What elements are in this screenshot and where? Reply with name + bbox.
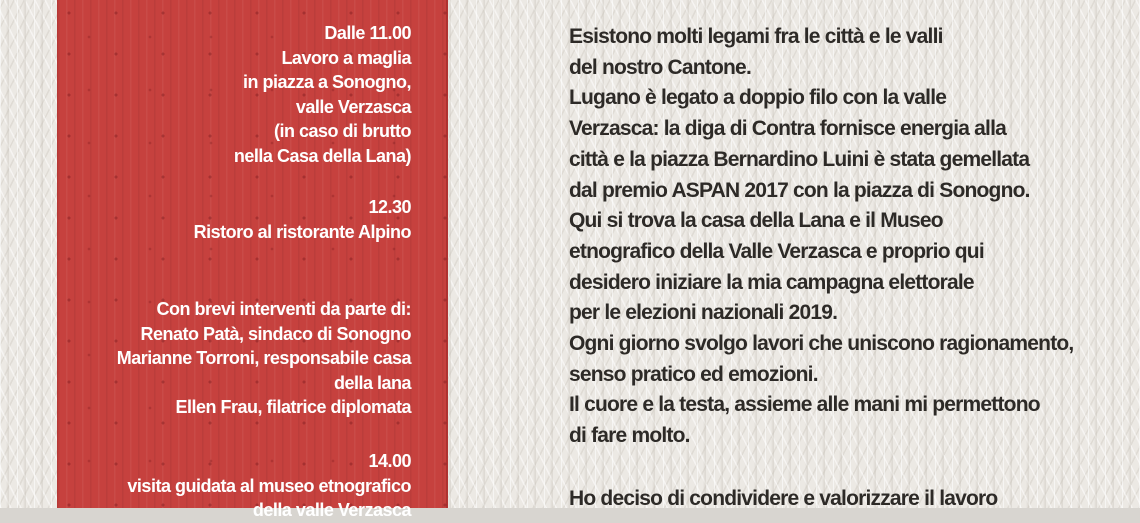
text-line: 12.30 — [368, 197, 411, 217]
text-line: 14.00 — [368, 451, 411, 471]
text-line: del nostro Cantone. — [569, 55, 751, 79]
closing-paragraph — [569, 484, 1073, 515]
text-line: etnografico della Valle Verzasca e proprio qui — [569, 239, 984, 263]
text-line: Lugano è legato a doppio filo con la valle — [569, 86, 947, 110]
program-panel — [57, 0, 448, 520]
text-line: Con brevi interventi da parte di: — [156, 299, 411, 319]
intro-paragraph — [569, 22, 1073, 452]
intro-text-column — [569, 22, 1073, 515]
schedule-block-speakers — [117, 297, 411, 420]
schedule-block-lunch — [194, 195, 411, 244]
text-line: Marianne Torroni, responsabile casa — [116, 348, 411, 368]
text-line: Ho deciso di condividere e valorizzare il lavoro — [569, 486, 998, 510]
schedule-block-afternoon — [127, 449, 411, 523]
text-line: dal premio ASPAN 2017 con la piazza di Sonogno. — [569, 178, 1030, 202]
text-line: desidero iniziare la mia campagna elettorale — [569, 270, 974, 294]
text-line: per le elezioni nazionali 2019. — [569, 301, 838, 325]
text-line: visita guidata al museo etnografico — [127, 475, 411, 496]
text-line: nella Casa della Lana) — [233, 145, 411, 166]
text-line: Qui si trova la casa della Lana e il Museo — [569, 209, 943, 233]
text-line: in piazza a Sonogno, — [242, 72, 411, 92]
text-line: (in caso di brutto — [274, 121, 411, 141]
text-line: Renato Patà, sindaco di Sonogno — [140, 323, 411, 344]
text-line: Ellen Frau, filatrice diplomata — [175, 397, 411, 417]
text-line: Ristoro al ristorante Alpino — [193, 221, 411, 242]
text-line: città e la piazza Bernardino Luini è stata gemellata — [569, 147, 1030, 171]
text-line: della lana — [333, 372, 411, 393]
text-line: valle Verzasca — [295, 96, 411, 117]
text-line: Lavoro a maglia — [281, 47, 411, 68]
text-line: Il cuore e la testa, assieme alle mani mi permettono — [569, 393, 1040, 417]
text-line: Verzasca: la diga di Contra fornisce energia alla — [569, 117, 1006, 141]
text-line: Dalle 11.00 — [324, 23, 411, 43]
text-line: di fare molto. — [569, 424, 690, 448]
schedule-block-morning — [234, 21, 411, 168]
text-line: Esistono molti legami fra le città e le valli — [569, 25, 943, 48]
text-line: della valle Verzasca — [252, 500, 411, 520]
text-line: Ogni giorno svolgo lavori che uniscono ragionamento, — [569, 332, 1074, 356]
text-line: senso pratico ed emozioni. — [569, 362, 818, 386]
